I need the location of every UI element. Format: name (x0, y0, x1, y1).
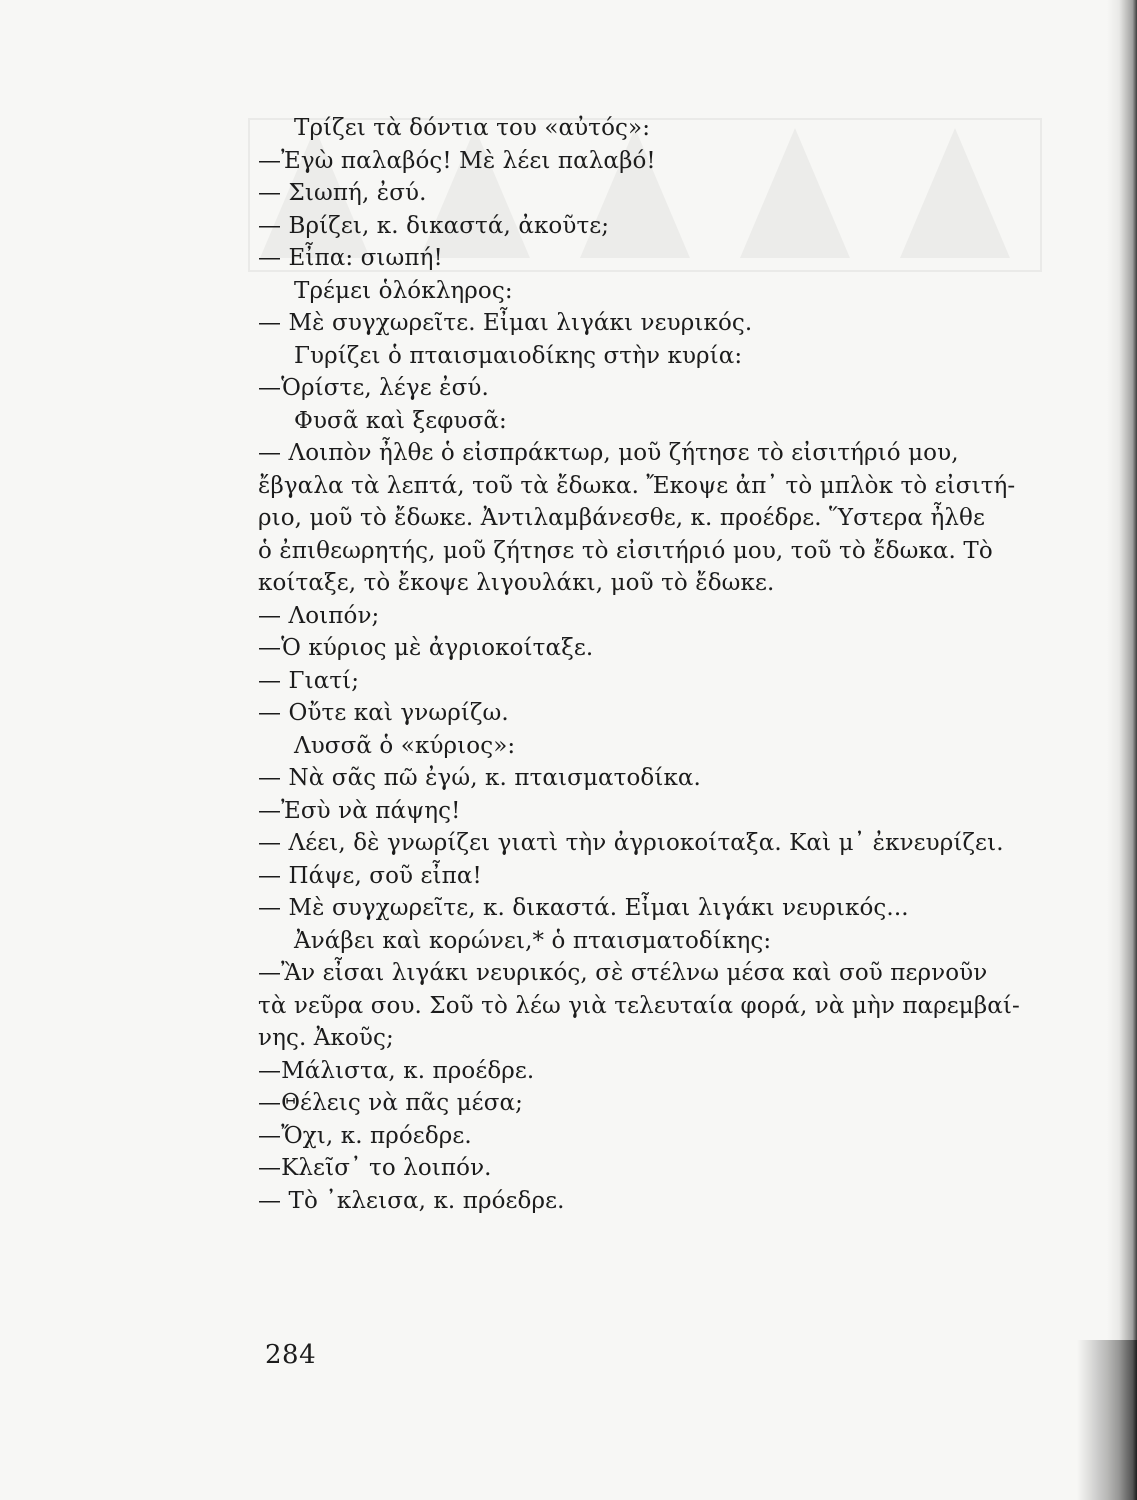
text-line: —Μάλιστα, κ. προέδρε. (258, 1057, 535, 1084)
text-line: —Ὁ κύριος μὲ ἀγριοκοίταξε. (258, 635, 594, 661)
text-line: —Κλεῖσ᾽ το λοιπόν. (258, 1155, 492, 1181)
text-line: — Λοιπὸν ἦλθε ὁ εἰσπράκτωρ, μοῦ ζήτησε τὸ εἰσιτήριό μου, (258, 440, 959, 466)
text-line: Τρίζει τὰ δόντια του «αὐτός»: (294, 115, 651, 141)
text-line: Τρέμει ὁλόκληρος: (294, 277, 513, 304)
text-line: Γυρίζει ὁ πταισμαιοδίκης στὴν κυρία: (294, 342, 743, 369)
text-line: — Μὲ συγχωρεῖτε, κ. δικαστά. Εἶμαι λιγάκι νευρικός... (258, 895, 909, 921)
text-line: — Πάψε, σοῦ εἶπα! (258, 862, 482, 889)
text-line: Λυσσᾶ ὁ «κύριος»: (294, 732, 516, 759)
scan-shadow-corner (1077, 1340, 1137, 1500)
text-line: Ἀνάβει καὶ κορώνει,* ὁ πταισματοδίκης: (294, 927, 772, 954)
text-line: — Εἶπα: σιωπή! (258, 245, 443, 271)
text-line: — Γιατί; (258, 667, 360, 694)
text-line: — Μὲ συγχωρεῖτε. Εἶμαι λιγάκι νευρικός. (258, 310, 753, 336)
scan-shadow-edge (1107, 0, 1137, 1500)
text-line: ριο, μοῦ τὸ ἔδωκε. Ἀντιλαμβάνεσθε, κ. προέδρε. Ὕστερα ἦλθε (258, 505, 985, 531)
text-line: —Ἐγὼ παλαβός! Μὲ λέει παλαβό! (258, 147, 656, 174)
text-line: Φυσᾶ καὶ ξεφυσᾶ: (294, 407, 507, 434)
page-body (258, 112, 1058, 1217)
text-line: — Οὔτε καὶ γνωρίζω. (258, 700, 509, 726)
text-line: —Ἐσὺ νὰ πάψης! (258, 797, 461, 824)
text-line: — Λοιπόν; (258, 602, 380, 629)
text-line: —Ὁρίστε, λέγε ἐσύ. (258, 375, 489, 401)
text-line: — Σιωπή, ἐσύ. (258, 180, 427, 206)
text-line: νης. Ἀκοῦς; (258, 1025, 394, 1051)
text-line: — Τὸ ᾽κλεισα, κ. πρόεδρε. (258, 1187, 565, 1214)
text-line: τὰ νεῦρα σου. Σοῦ τὸ λέω γιὰ τελευταία φορά, νὰ μὴν παρεμβαί- (258, 992, 1020, 1019)
text-line: ἔβγαλα τὰ λεπτά, τοῦ τὰ ἔδωκα. Ἔκοψε ἀπ᾽ τὸ μπλὸκ τὸ εἰσιτή- (258, 472, 1016, 499)
text-line: — Βρίζει, κ. δικαστά, ἀκοῦτε; (258, 212, 610, 239)
text-line: — Λέει, δὲ γνωρίζει γιατὶ τὴν ἀγριοκοίταξα. Καὶ μ᾽ ἐκνευρίζει. (258, 830, 1004, 856)
text-line: ὁ ἐπιθεωρητής, μοῦ ζήτησε τὸ εἰσιτήριό μου, τοῦ τὸ ἔδωκα. Τὸ (258, 537, 993, 564)
text-line: —Ἂν εἶσαι λιγάκι νευρικός, σὲ στέλνω μέσα καὶ σοῦ περνοῦν (258, 960, 988, 986)
text-line: —Ὄχι, κ. πρόεδρε. (258, 1122, 472, 1149)
text-line: κοίταξε, τὸ ἔκοψε λιγουλάκι, μοῦ τὸ ἔδωκε. (258, 570, 775, 596)
page-number: 284 (265, 1340, 317, 1370)
text-line: — Νὰ σᾶς πῶ ἐγώ, κ. πταισματοδίκα. (258, 765, 701, 791)
text-line: —Θέλεις νὰ πᾶς μέσα; (258, 1090, 523, 1116)
